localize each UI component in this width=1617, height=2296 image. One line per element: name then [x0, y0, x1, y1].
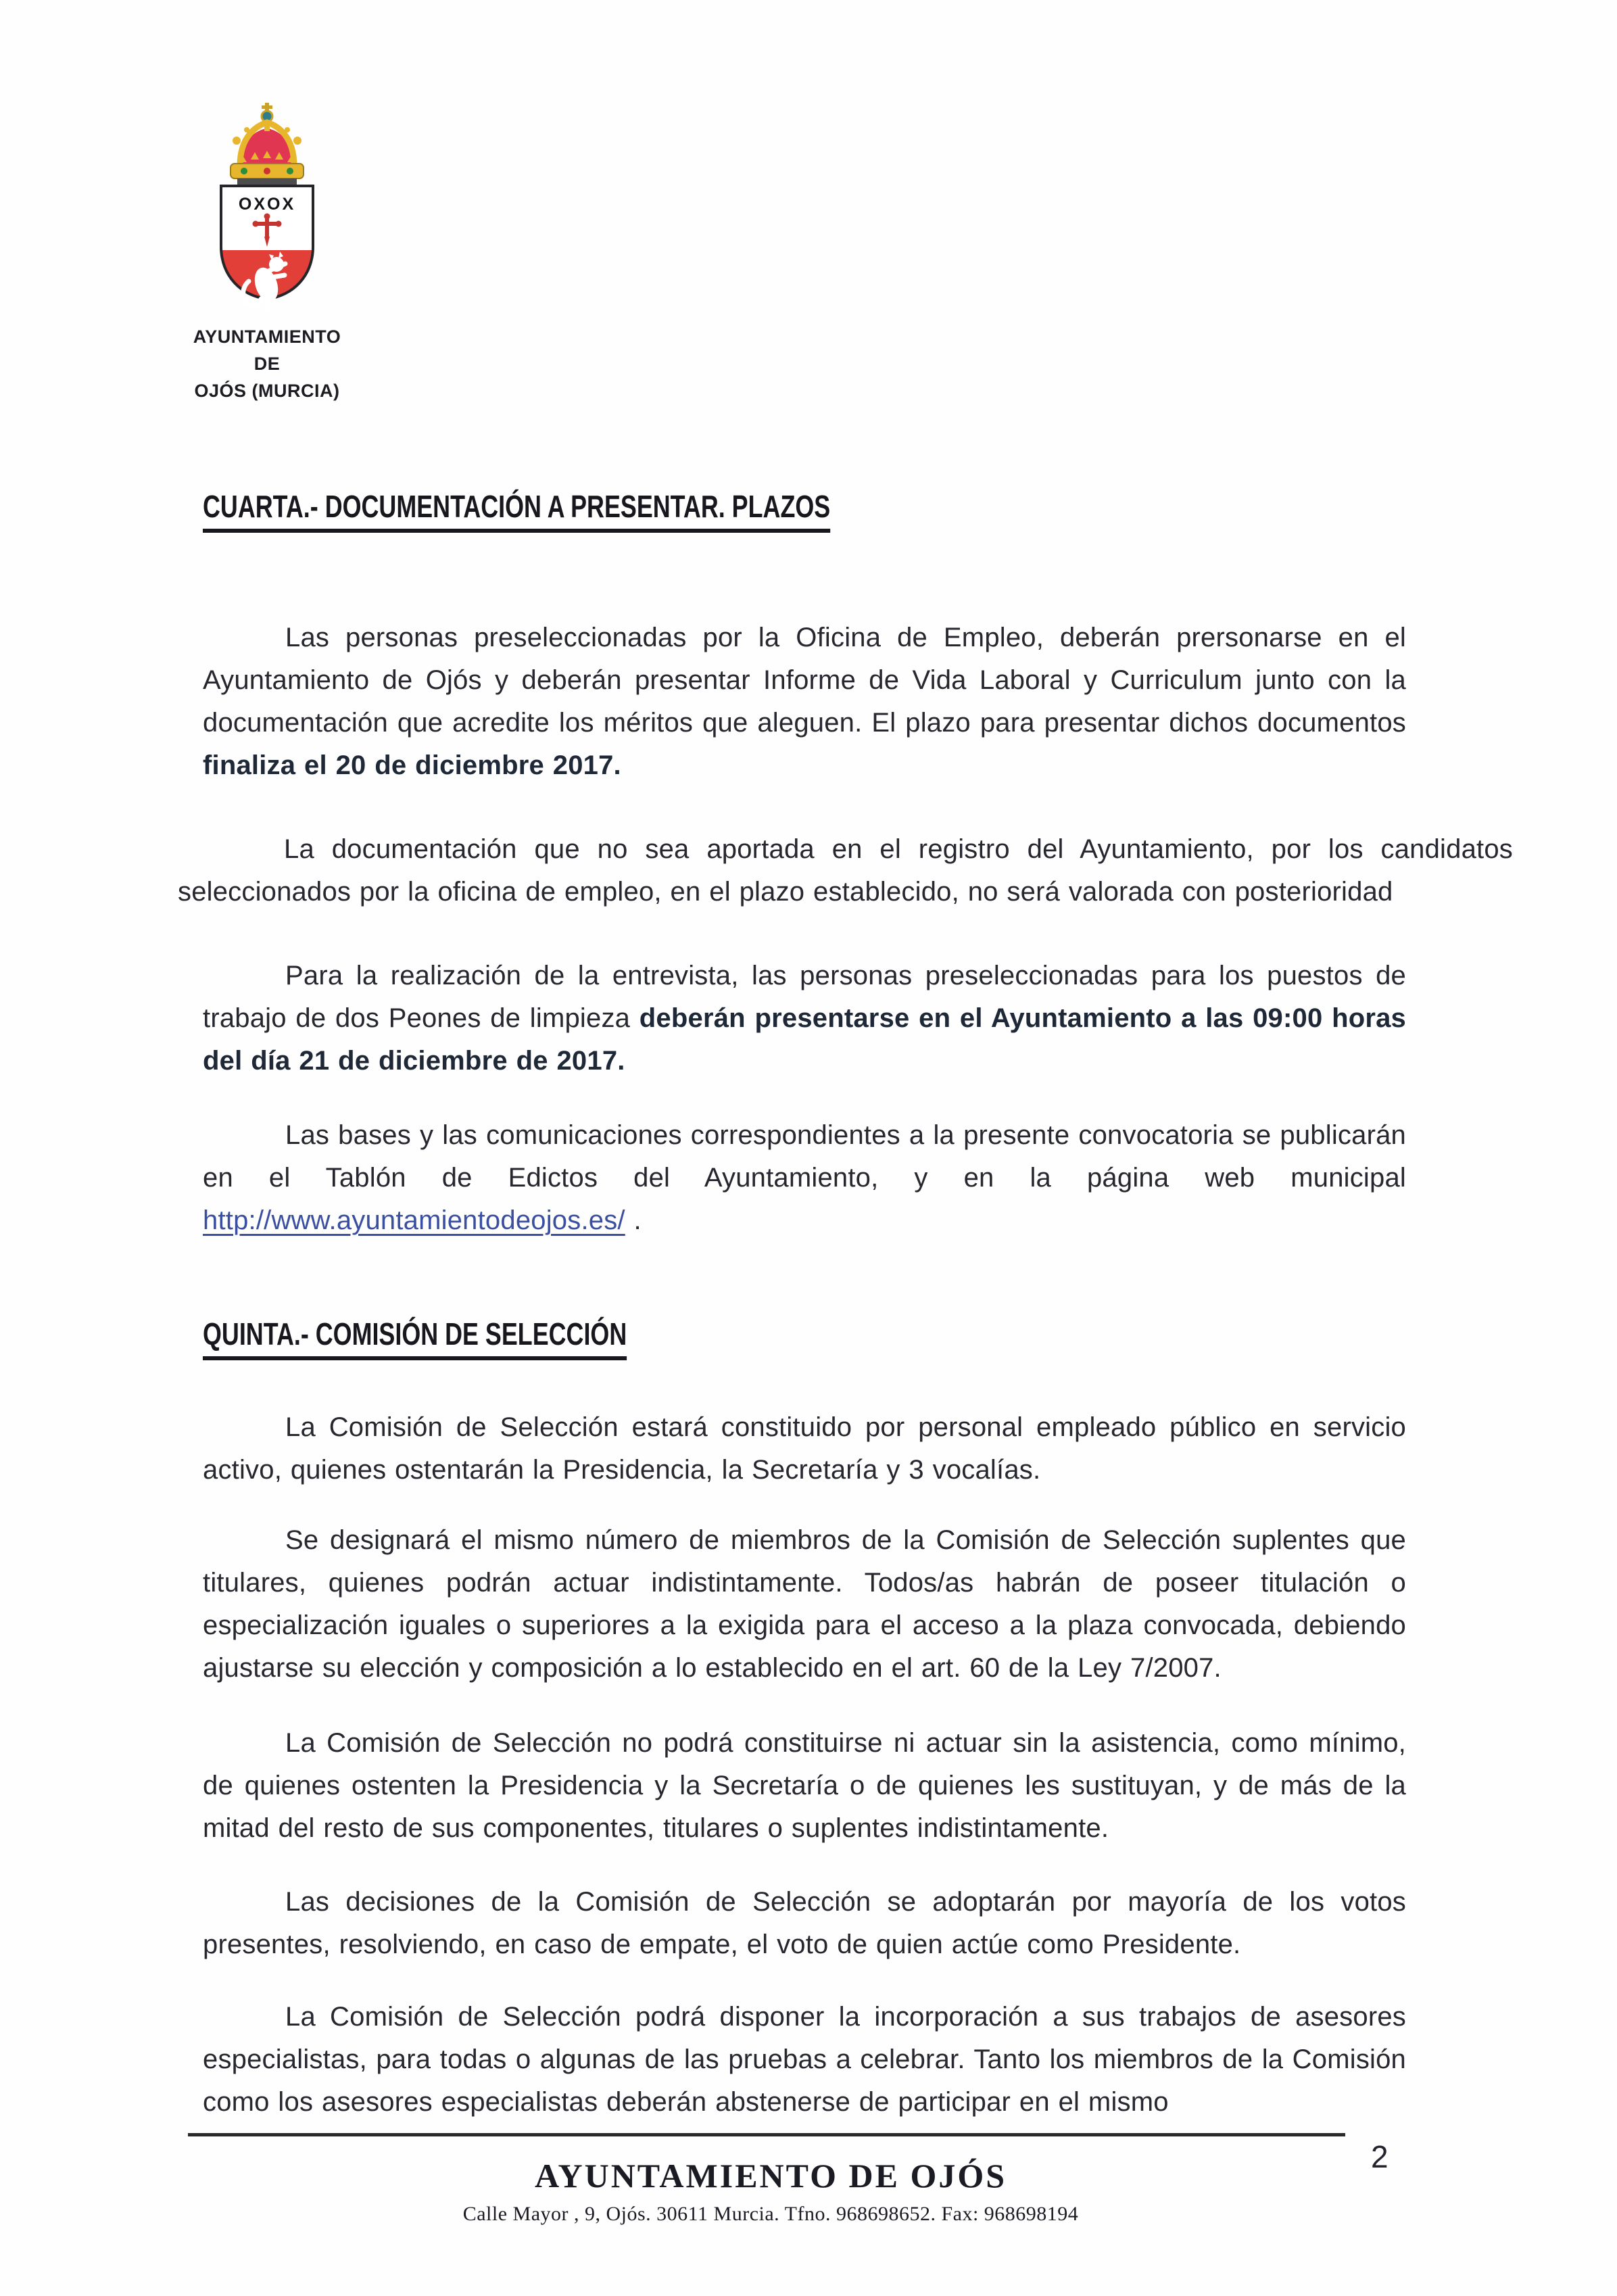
- text-run: Se designará el mismo número de miembros de la Comisión de Selección suplentes que titulares, quienes podrán actuar indistintamente. Todos/as habrán de poseer titulación o especialización iguales o superiores a la exigida para el acceso a la plaza convocada, debiendo ajustarse su elección y composición a lo establecido en el art. 60 de la Ley 7/2007.: [203, 1525, 1406, 1683]
- municipal-website-link[interactable]: http://www.ayuntamientodeojos.es/: [203, 1205, 625, 1235]
- org-name: [162, 323, 372, 404]
- crown-icon: [231, 103, 304, 186]
- section-heading-quinta: QUINTA.- COMISIÓN DE SELECCIÓN: [203, 1316, 627, 1352]
- text-run: La Comisión de Selección estará constituido por personal empleado público en servicio activo, quienes ostentarán la Presidencia, la Secretaría y 3 vocalías.: [203, 1412, 1406, 1485]
- text-run: La Comisión de Selección podrá disponer la incorporación a sus trabajos de asesores especialistas, para todas o algunas de las pruebas a celebrar. Tanto los miembros de la Comisión como los asesores especialistas deberán abstenerse de participar en el mismo: [203, 2002, 1406, 2117]
- paragraph: [203, 617, 1406, 787]
- footer: [189, 2157, 1352, 2226]
- text-run: Para la realización de la entrevista, las personas preseleccionadas para los puestos de trabajo de dos Peones de limpieza: [203, 961, 1406, 1033]
- text-run: La Comisión de Selección no podrá constituirse ni actuar sin la asistencia, como mínimo, de quienes ostenten la Presidencia y la Secretaría o de quienes les sustituyan, y de más de la mitad del resto de sus componentes, titulares o suplentes indistintamente.: [203, 1728, 1406, 1843]
- footer-address: Calle Mayor , 9, Ojós. 30611 Murcia. Tfno. 968698652. Fax: 968698194: [462, 2203, 1079, 2225]
- section-heading-cuarta: CUARTA.- DOCUMENTACIÓN A PRESENTAR. PLAZOS: [203, 488, 830, 525]
- text-run: La documentación que no sea aportada en el registro del Ayuntamiento, por los candidatos seleccionados por la oficina de empleo, en el plazo establecido, no será valorada con posterioridad: [178, 834, 1513, 907]
- shield-icon: [221, 186, 313, 309]
- text-run: Las decisiones de la Comisión de Selección se adoptarán por mayoría de los votos presentes, resolviendo, en caso de empate, el voto de quien actúe como Presidente.: [203, 1887, 1406, 1959]
- page-number: 2: [1371, 2139, 1389, 2174]
- paragraph: [203, 1881, 1406, 1966]
- text-run: Las bases y las comunicaciones correspondientes a la presente convocatoria se publicarán en el Tablón de Edictos del Ayuntamiento, y en la página web municipal: [203, 1120, 1406, 1193]
- paragraph: [203, 955, 1406, 1082]
- org-name-line: OJÓS (MURCIA): [194, 381, 340, 401]
- paragraph: [203, 1722, 1406, 1850]
- paragraph: [203, 1406, 1406, 1491]
- paragraph: [203, 1996, 1406, 2124]
- org-name-line: AYUNTAMIENTO: [193, 327, 341, 347]
- paragraph: [178, 828, 1513, 913]
- text-run: Las personas preseleccionadas por la Oficina de Empleo, deberán prersonarse en el Ayuntamiento de Ojós y deberán presentar Informe de Vida Laboral y Curriculum junto con la documentación que acredite los méritos que aleguen. El plazo para presentar dichos documentos: [203, 623, 1406, 738]
- shield-label: OXOX: [238, 195, 296, 214]
- paragraph: [203, 1114, 1406, 1242]
- paragraph: [203, 1519, 1406, 1690]
- footer-divider: [188, 2133, 1345, 2136]
- text-run: .: [625, 1205, 642, 1235]
- coat-of-arms-icon: [197, 101, 337, 318]
- footer-org-title: AYUNTAMIENTO DE OJÓS: [534, 2157, 1007, 2195]
- bold-text-run: deberán presentarse en el Ayuntamiento a las 09:00 horas del día 21 de diciembre de 2017.: [203, 1003, 1406, 1076]
- bold-text-run: finaliza el 20 de diciembre 2017.: [203, 750, 621, 780]
- org-name-line: DE: [254, 354, 281, 374]
- municipal-logo: [162, 101, 372, 404]
